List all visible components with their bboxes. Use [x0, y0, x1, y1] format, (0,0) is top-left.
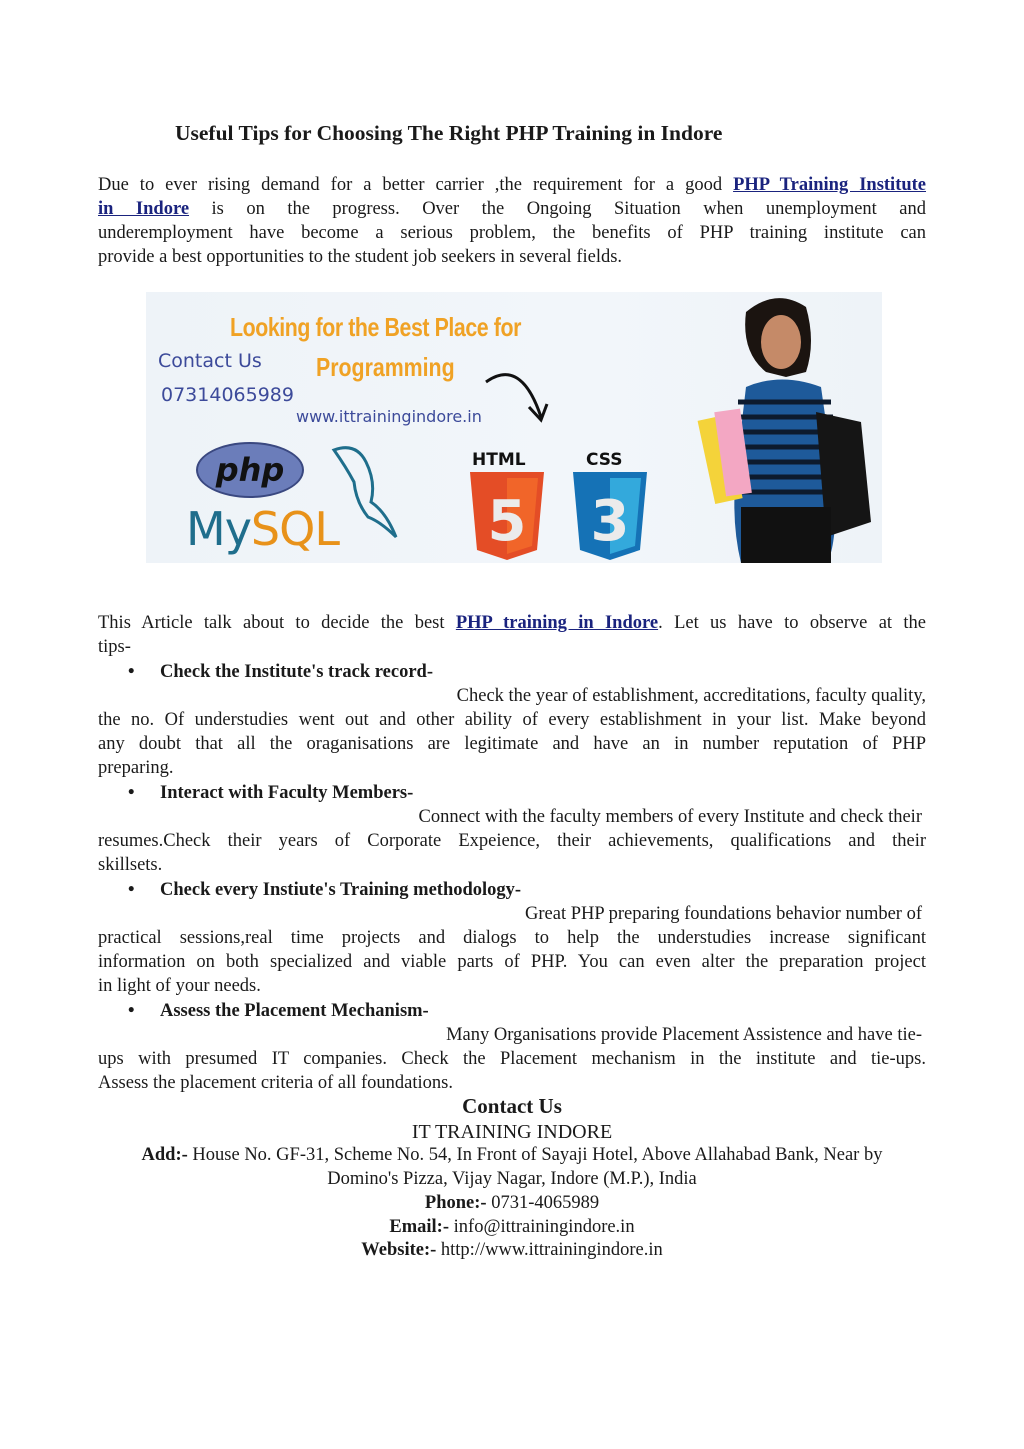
- bullet-icon: •: [128, 662, 135, 682]
- company-name: IT TRAINING INDORE: [411, 1121, 613, 1143]
- phone-value: 0731-4065989: [486, 1193, 600, 1213]
- tip-body-3: Great PHP preparing foundations behavior number of practical sessions,real time projects and dialogs to help the understudies increase significant information on both specialized and viable parts of PHP. You can even alter the preparation project in light of your needs.: [98, 904, 926, 996]
- banner-headline-2: Programming: [316, 352, 455, 382]
- css3-shield-icon: [571, 472, 649, 560]
- curved-arrow-icon: [481, 362, 561, 432]
- bullet-icon: •: [128, 1001, 135, 1021]
- promo-banner-image: [146, 292, 882, 563]
- bullet-icon: •: [128, 880, 135, 900]
- intro-line-4: provide a best opportunities to the student job seekers in several fields.: [98, 247, 623, 267]
- tip-body-4: Many Organisations provide Placement Assistence and have tie- ups with presumed IT companies. Check the Placement mechanism in the institute and tie-ups. Assess the placement criteria of all foundations.: [98, 1025, 926, 1093]
- intro-line-3: underemployment have become a serious problem, the benefits of PHP training institute can: [98, 223, 926, 243]
- address-line-2: Domino's Pizza, Vijay Nagar, Indore (M.P.), India: [327, 1169, 697, 1189]
- php-training-in-indore-link[interactable]: PHP training in Indore: [455, 613, 659, 633]
- intro-line-1: Due to ever rising demand for a better carrier ,the requirement for a good PHP Training Institute: [98, 175, 927, 195]
- banner-headline-1: Looking for the Best Place for: [230, 312, 521, 342]
- tip-body-1: Check the year of establishment, accreditations, faculty quality, the no. Of understudies went out and other ability of every establishment in your list. Make beyond any doubt that all the oraganisations are legitimate and have an in number reputation of PHP preparing.: [98, 686, 926, 778]
- email-line: Email:- info@ittrainingindore.in: [389, 1217, 635, 1237]
- phone-line: Phone:- 0731-4065989: [424, 1193, 600, 1213]
- php-logo-icon: php: [196, 442, 304, 498]
- contact-heading: Contact Us: [462, 1094, 562, 1118]
- bullet-icon: •: [128, 783, 135, 803]
- tip-body-2: Connect with the faculty members of every Institute and check their resumes.Check their years of Corporate Expeience, their achievements, qualifications and their skillsets.: [98, 807, 926, 875]
- email-value[interactable]: info@ittrainingindore.in: [449, 1217, 635, 1237]
- student-photo: [686, 292, 882, 563]
- banner-contact-label: Contact Us: [158, 350, 262, 372]
- page-title: Useful Tips for Choosing The Right PHP Training in Indore: [175, 121, 723, 145]
- php-training-institute-link[interactable]: PHP Training Institute: [733, 175, 927, 195]
- intro-paragraph: [98, 173, 926, 269]
- address-line-1: Add:- House No. GF-31, Scheme No. 54, In Front of Sayaji Hotel, Above Allahabad Bank, Near by: [141, 1145, 883, 1165]
- website-line: Website:- http://www.ittrainingindore.in: [361, 1240, 663, 1260]
- html5-shield-icon: [468, 472, 546, 560]
- css-label: CSS: [586, 450, 623, 470]
- article-intro: This Article talk about to decide the best PHP training in Indore. Let us have to observe at the tips-: [98, 613, 926, 657]
- php-training-institute-link-cont[interactable]: in Indore: [98, 199, 190, 219]
- website-value[interactable]: http://www.ittrainingindore.in: [436, 1240, 663, 1260]
- mysql-logo: MySQL: [186, 502, 339, 556]
- banner-website: www.ittrainingindore.in: [296, 407, 482, 426]
- intro-line-2: in Indore is on the progress. Over the Ongoing Situation when unemployment and: [98, 199, 926, 219]
- banner-phone: 07314065989: [161, 384, 294, 406]
- html-label: HTML: [472, 450, 526, 470]
- svg-text:5: 5: [487, 489, 527, 554]
- svg-text:3: 3: [590, 489, 630, 554]
